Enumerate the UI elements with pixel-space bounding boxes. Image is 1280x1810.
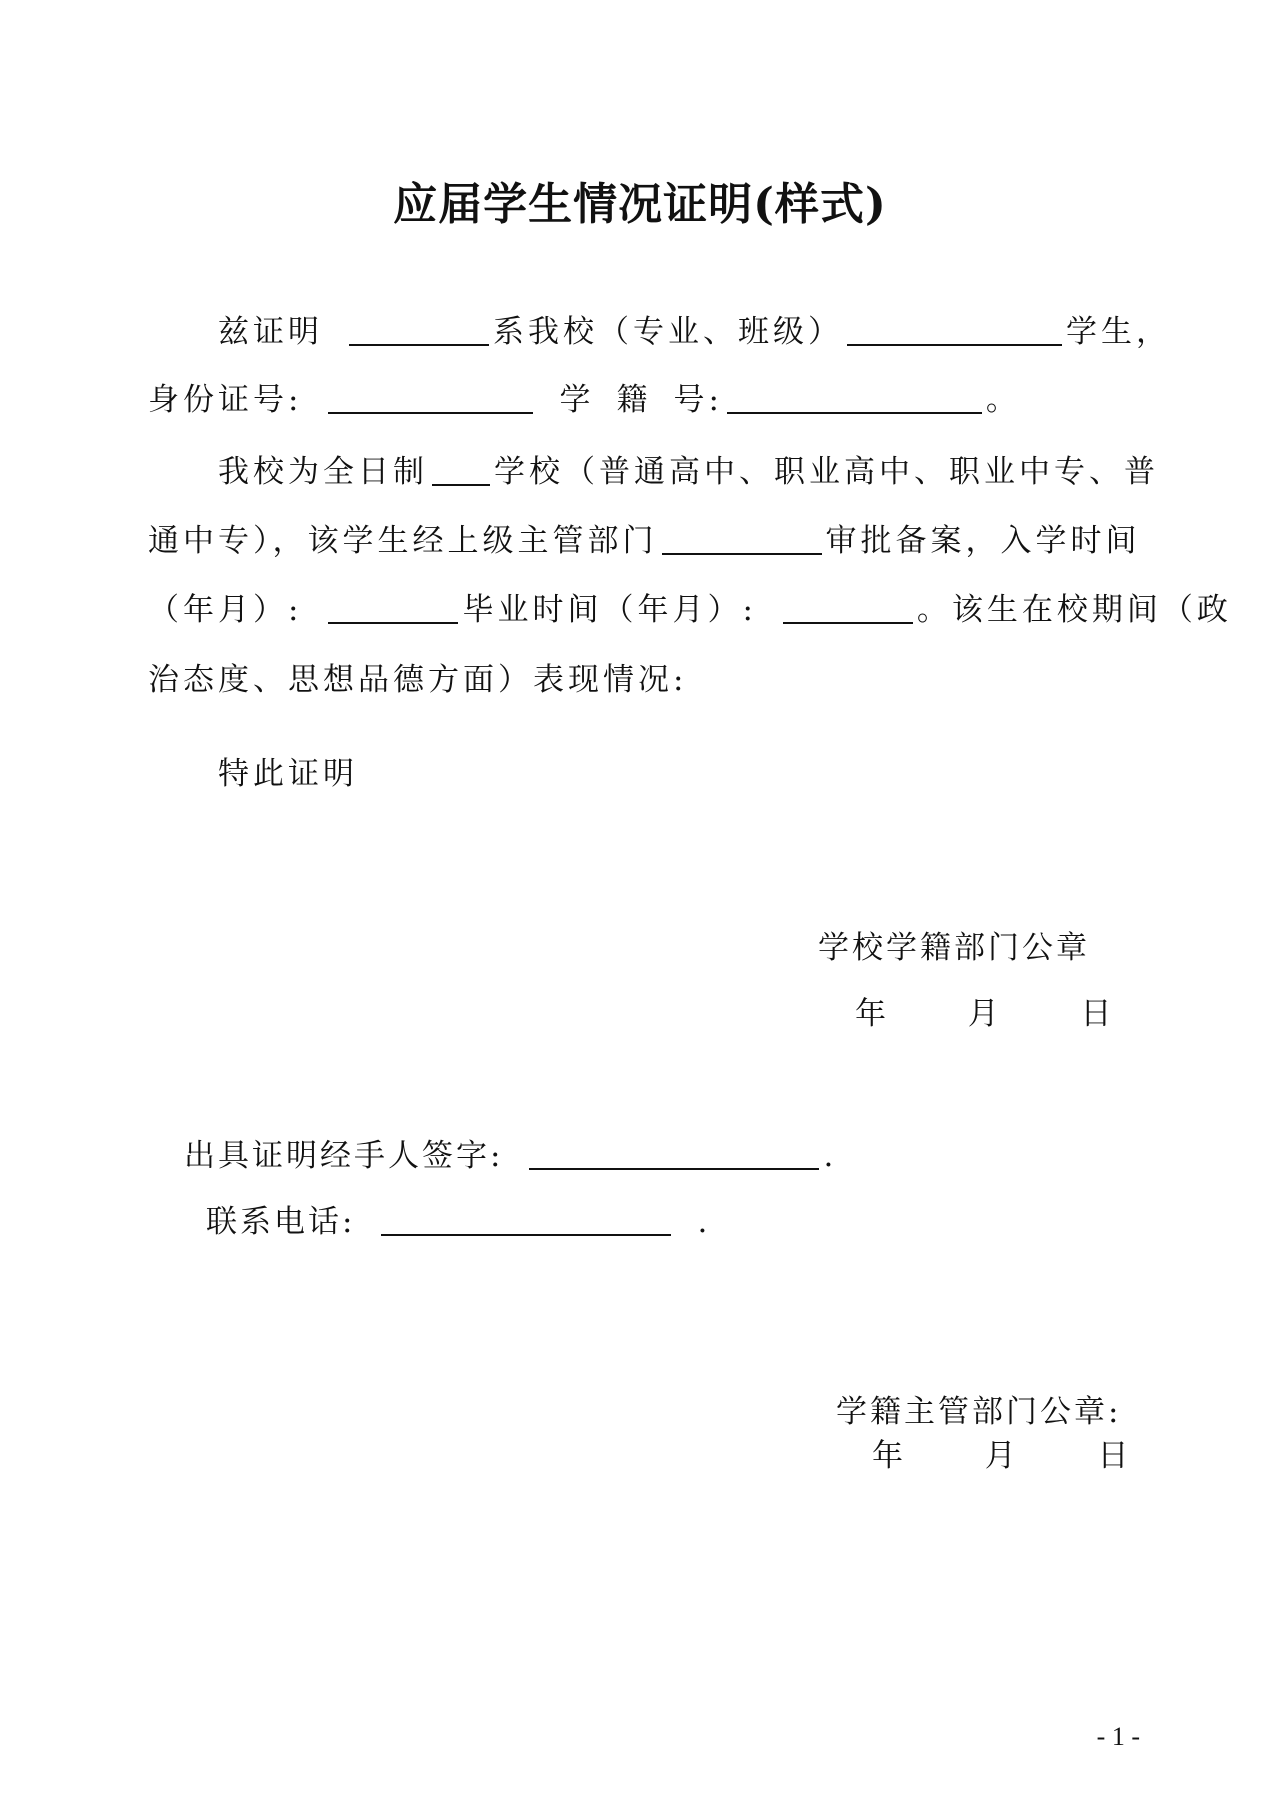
line-end-period: 。 bbox=[985, 382, 1021, 418]
authority-seal-month: 月 bbox=[984, 1438, 1016, 1474]
school-major-text: 系我校（专业、班级） bbox=[493, 314, 843, 350]
document-title: 应届学生情况证明(样式) bbox=[393, 179, 887, 230]
para2-line3 bbox=[148, 584, 1232, 629]
phone-end: . bbox=[697, 1204, 711, 1240]
para2-line1 bbox=[218, 446, 1159, 491]
authority-seal-date bbox=[872, 1430, 1128, 1475]
para1-line1 bbox=[218, 306, 1171, 351]
school-seal-date bbox=[855, 988, 1111, 1033]
signature-blank[interactable] bbox=[529, 1138, 819, 1170]
conduct-intro-text: 。该生在校期间（政 bbox=[916, 592, 1232, 628]
student-name-blank[interactable] bbox=[349, 314, 489, 346]
student-roll-label-2: 籍 bbox=[616, 382, 652, 418]
major-class-blank[interactable] bbox=[847, 314, 1062, 346]
page-number: - 1 - bbox=[1096, 1722, 1140, 1751]
para2-line2 bbox=[148, 515, 1141, 560]
student-roll-blank[interactable] bbox=[727, 382, 982, 414]
phone-blank[interactable] bbox=[381, 1204, 671, 1236]
school-type-options-text: 学校（普通高中、职业高中、职业中专、普 bbox=[494, 454, 1159, 490]
fulltime-text: 我校为全日制 bbox=[218, 454, 428, 490]
phone-line bbox=[206, 1196, 710, 1241]
signature-line bbox=[184, 1130, 836, 1175]
authority-seal-label: 学籍主管部门公章: bbox=[836, 1394, 1122, 1430]
closing-line bbox=[218, 748, 358, 793]
student-roll-label-1: 学 bbox=[559, 382, 595, 418]
phone-label: 联系电话: bbox=[206, 1204, 356, 1240]
id-number-blank[interactable] bbox=[328, 382, 533, 414]
certify-text: 兹证明 bbox=[218, 314, 323, 350]
school-seal-month: 月 bbox=[967, 996, 999, 1032]
authority-seal-year: 年 bbox=[872, 1438, 903, 1474]
signature-end: . bbox=[823, 1138, 837, 1174]
school-seal-day: 日 bbox=[1080, 996, 1112, 1032]
closing-text: 特此证明 bbox=[218, 756, 358, 792]
graduation-date-label: 毕业时间（年月）: bbox=[462, 592, 757, 628]
conduct-text: 治态度、思想品德方面）表现情况: bbox=[148, 662, 688, 698]
student-roll-label-3: 号: bbox=[673, 382, 723, 418]
enroll-date-label: （年月）: bbox=[148, 592, 303, 628]
para1-line2 bbox=[148, 374, 1021, 419]
school-type-blank[interactable] bbox=[432, 454, 490, 486]
enroll-date-blank[interactable] bbox=[328, 592, 458, 624]
school-seal-year: 年 bbox=[855, 996, 886, 1032]
id-number-label: 身份证号: bbox=[148, 382, 303, 418]
enrollment-text: 审批备案，入学时间 bbox=[825, 523, 1141, 559]
student-suffix-text: 学生， bbox=[1066, 314, 1171, 350]
approval-text: 通中专），该学生经上级主管部门 bbox=[148, 523, 658, 559]
school-seal-label: 学校学籍部门公章 bbox=[818, 930, 1090, 966]
para2-line4 bbox=[148, 654, 687, 699]
signature-label: 出具证明经手人签字: bbox=[184, 1138, 504, 1174]
authority-seal-day: 日 bbox=[1097, 1438, 1129, 1474]
department-blank[interactable] bbox=[662, 523, 822, 555]
graduation-date-blank[interactable] bbox=[783, 592, 913, 624]
